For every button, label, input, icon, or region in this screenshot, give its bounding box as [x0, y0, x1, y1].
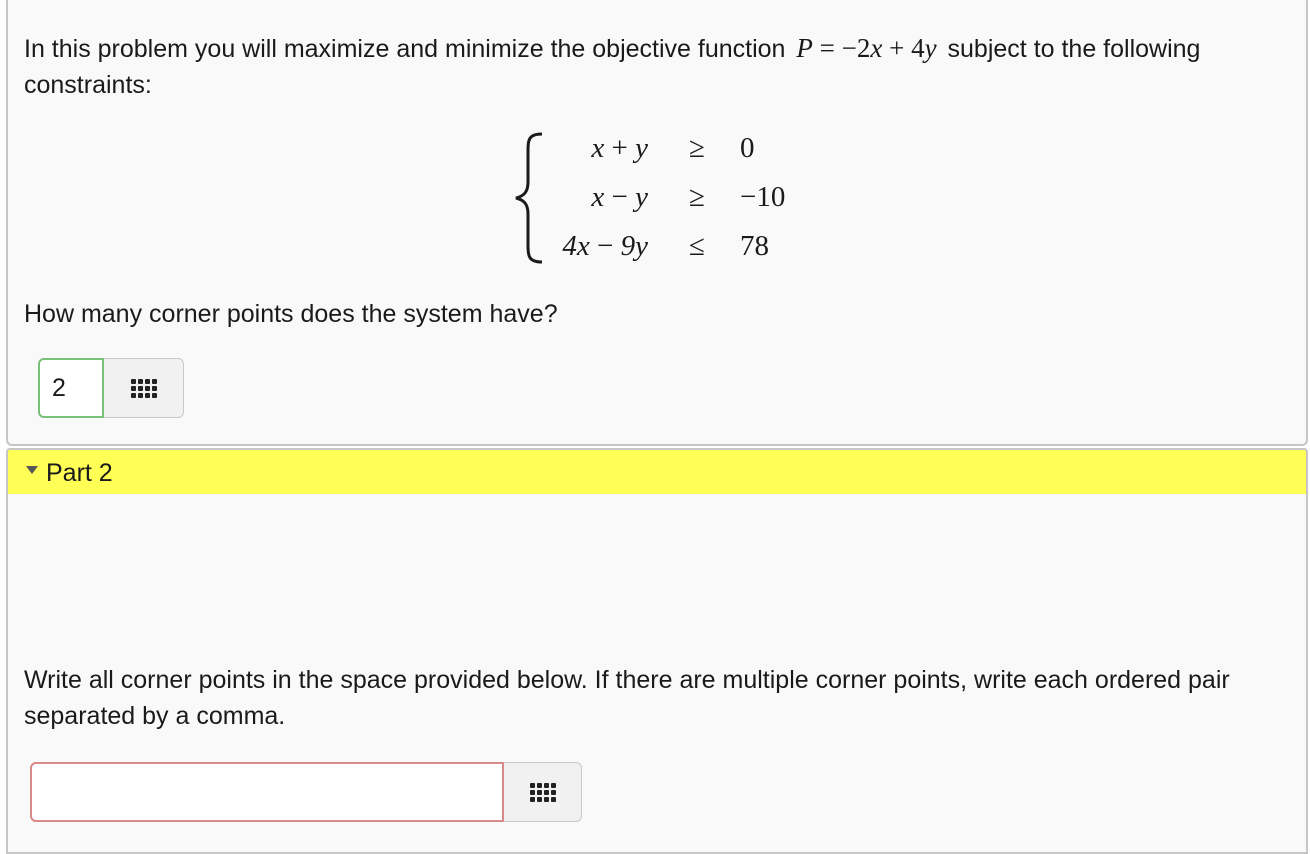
objective-lhs: P	[796, 33, 813, 63]
constraint-rhs: 0	[740, 132, 755, 164]
constraint-lhs	[591, 181, 648, 214]
lhs-term-b: y	[635, 181, 648, 213]
corner-count-question: How many corner points does the system have?	[24, 300, 558, 328]
corner-count-answer-group	[38, 358, 184, 418]
lhs-term-a: x	[591, 132, 605, 164]
constraint-row	[508, 230, 828, 270]
part-2-title: Part 2	[46, 459, 113, 487]
lhs-term-a: 4x	[562, 230, 590, 262]
lhs-term-b: y	[635, 132, 648, 164]
constraint-rhs: 78	[740, 230, 769, 262]
constraint-rhs: −10	[740, 181, 786, 213]
corner-count-input[interactable]	[38, 358, 104, 418]
lhs-operator: −	[604, 181, 636, 213]
constraint-operator: ≤	[689, 230, 705, 262]
keypad-icon	[530, 783, 556, 802]
math-keypad-button[interactable]	[505, 763, 581, 821]
constraint-operator: ≥	[689, 181, 705, 213]
part-1-panel	[6, 0, 1308, 446]
corner-points-question: Write all corner points in the space provided below. If there are multiple corner points, write each ordered pair separated by a comma.	[24, 666, 1230, 730]
constraint-lhs	[562, 230, 648, 263]
objective-eq: =	[819, 33, 835, 63]
lhs-operator: +	[604, 132, 636, 164]
objective-var-x: x	[870, 33, 883, 63]
corner-points-answer-group	[30, 762, 582, 822]
lhs-term-a: x	[591, 181, 605, 213]
constraint-row	[508, 132, 828, 172]
corner-points-input[interactable]	[30, 762, 504, 822]
part-2-toggle-header[interactable]	[6, 448, 1308, 496]
caret-down-icon	[26, 466, 38, 474]
constraint-lhs	[591, 132, 648, 165]
part-1-prompt	[24, 30, 1284, 103]
constraint-row	[508, 181, 828, 221]
lhs-operator: −	[589, 230, 621, 262]
constraint-system	[508, 130, 828, 266]
math-keypad-button[interactable]	[105, 359, 183, 417]
intro-after: subject to the following constraints:	[24, 35, 1201, 99]
keypad-icon	[131, 379, 157, 398]
objective-coef-x: −2	[841, 33, 871, 63]
objective-coef-y: + 4	[889, 33, 925, 63]
lhs-term-b: 9y	[620, 230, 648, 262]
constraint-operator: ≥	[689, 132, 705, 164]
objective-var-y: y	[924, 33, 937, 63]
intro-before: In this problem you will maximize and minimize the objective function	[24, 35, 786, 63]
objective-function	[796, 33, 936, 63]
